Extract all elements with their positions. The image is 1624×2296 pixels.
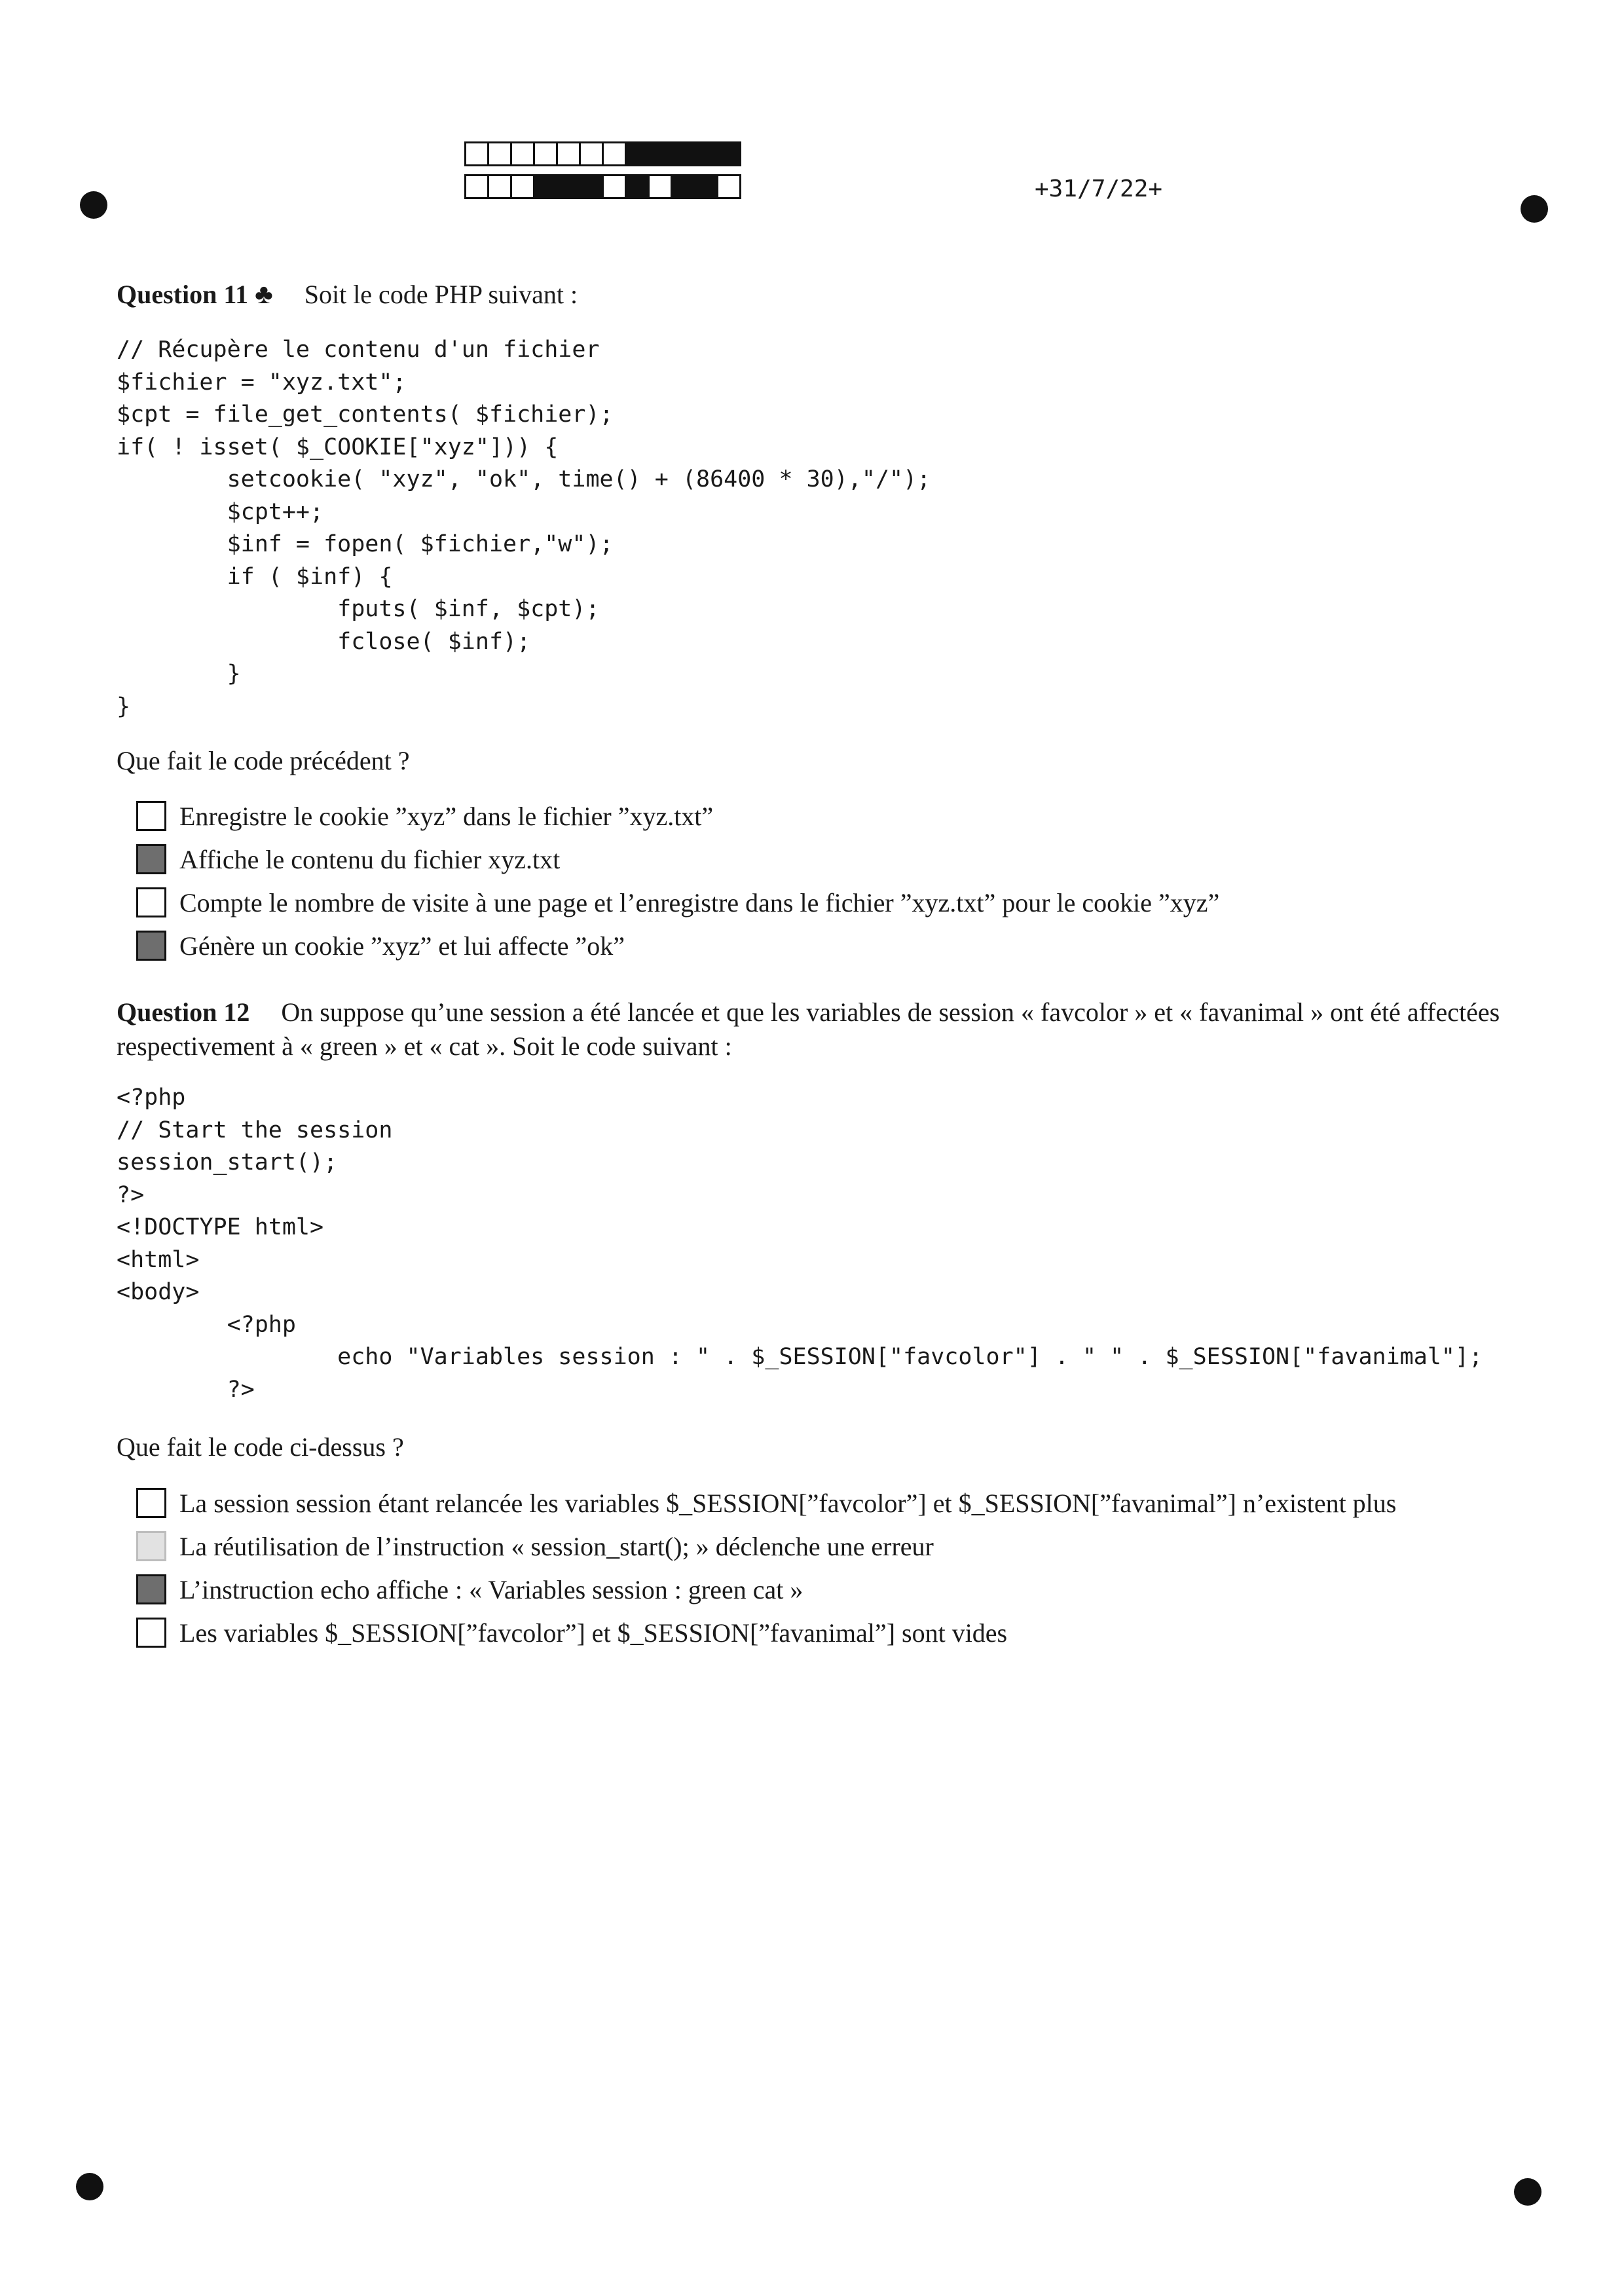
question-number: Question 11 bbox=[117, 280, 249, 309]
answer-option[interactable] bbox=[136, 1525, 1396, 1568]
registration-mark-top-right bbox=[1521, 195, 1548, 223]
barcode-cell bbox=[693, 174, 718, 199]
barcode-cell bbox=[579, 174, 604, 199]
answer-label: Les variables $_SESSION[”favcolor”] et $_SESSION[”favanimal”] sont vides bbox=[179, 1618, 1008, 1648]
answer-checkbox[interactable] bbox=[136, 1574, 166, 1604]
answer-label: Enregistre le cookie ”xyz” dans le fichier ”xyz.txt” bbox=[179, 801, 714, 831]
barcode-row-1 bbox=[466, 141, 741, 166]
answer-checkbox[interactable] bbox=[136, 1488, 166, 1518]
barcode-cell bbox=[487, 141, 512, 166]
barcode-cell bbox=[625, 141, 650, 166]
barcode-cell bbox=[579, 141, 604, 166]
registration-mark-bottom-right bbox=[1514, 2178, 1541, 2206]
barcode-cell bbox=[556, 141, 581, 166]
registration-mark-top-left bbox=[80, 191, 107, 219]
answer-checkbox[interactable] bbox=[136, 887, 166, 917]
answer-checkbox[interactable] bbox=[136, 1531, 166, 1561]
barcode-cell bbox=[464, 141, 489, 166]
barcode-cell bbox=[693, 141, 718, 166]
answer-label: Compte le nombre de visite à une page et l’enregistre dans le fichier ”xyz.txt” pour le cookie ”xyz” bbox=[179, 887, 1220, 917]
answer-option[interactable] bbox=[136, 881, 1219, 924]
question-number: Question 12 bbox=[117, 997, 250, 1027]
barcode-cell bbox=[648, 174, 673, 199]
answer-checkbox[interactable] bbox=[136, 931, 166, 961]
question-11-heading bbox=[117, 278, 1518, 312]
barcode-cell bbox=[533, 141, 558, 166]
question-intro: Soit le code PHP suivant : bbox=[304, 280, 578, 309]
answer-option[interactable] bbox=[136, 1611, 1396, 1654]
answer-option[interactable] bbox=[136, 794, 1219, 838]
barcode-cell bbox=[602, 174, 627, 199]
question-intro: On suppose qu’une session a été lancée et que les variables de session « favcolor » et « favanimal » ont été affectées respectivement à « green » et « cat ». Soit le code suivant : bbox=[117, 997, 1500, 1061]
barcode-cell bbox=[648, 141, 673, 166]
answer-option[interactable] bbox=[136, 924, 1219, 967]
question-12-heading bbox=[117, 995, 1518, 1064]
answer-label: Affiche le contenu du fichier xyz.txt bbox=[179, 844, 561, 874]
answer-option[interactable] bbox=[136, 1481, 1396, 1525]
barcode-row-2 bbox=[466, 174, 741, 199]
answer-checkbox[interactable] bbox=[136, 844, 166, 874]
answer-label: Génère un cookie ”xyz” et lui affecte ”ok” bbox=[179, 931, 625, 961]
barcode-cell bbox=[671, 174, 695, 199]
barcode-cell bbox=[671, 141, 695, 166]
answer-label: La session session étant relancée les variables $_SESSION[”favcolor”] et $_SESSION[”favanimal”] n’existent plus bbox=[179, 1488, 1397, 1518]
barcode-cell bbox=[556, 174, 581, 199]
question-prompt: Que fait le code ci-dessus ? bbox=[117, 1432, 404, 1462]
code-block-q12: <?php // Start the session session_start(); ?> <!DOCTYPE html> <html> <body> <?php echo "Variables session : " . $_SESSION["favcolor"] . " " . $_SESSION["favanimal"]; ?> bbox=[117, 1084, 1483, 1403]
registration-mark-bottom-left bbox=[76, 2173, 103, 2200]
answer-list-q11 bbox=[136, 794, 1219, 967]
answer-checkbox[interactable] bbox=[136, 801, 166, 831]
barcode-cell bbox=[716, 141, 741, 166]
barcode-cell bbox=[602, 141, 627, 166]
barcode-cell bbox=[464, 174, 489, 199]
barcode-cell bbox=[625, 174, 650, 199]
barcode-cell bbox=[510, 141, 535, 166]
answer-list-q12 bbox=[136, 1481, 1396, 1654]
barcode-cell bbox=[533, 174, 558, 199]
answer-label: L’instruction echo affiche : « Variables session : green cat » bbox=[179, 1574, 803, 1604]
barcode-cell bbox=[510, 174, 535, 199]
answer-checkbox[interactable] bbox=[136, 1618, 166, 1648]
code-block-q11: // Récupère le contenu d'un fichier $fichier = "xyz.txt"; $cpt = file_get_contents( $fichier); if( ! isset( $_COOKIE["xyz"])) { setcookie( "xyz", "ok", time() + (86400 * 30),"/"); $cpt++; $inf = fopen( $fichier,"w"); if ( $inf) { fputs( $inf, $cpt); fclose( $inf); } } bbox=[117, 337, 931, 720]
answer-option[interactable] bbox=[136, 838, 1219, 881]
answer-option[interactable] bbox=[136, 1568, 1396, 1611]
answer-label: La réutilisation de l’instruction « session_start(); » déclenche une erreur bbox=[179, 1531, 934, 1561]
question-prompt: Que fait le code précédent ? bbox=[117, 746, 410, 775]
page-id: +31/7/22+ bbox=[1035, 176, 1163, 202]
barcode-cell bbox=[487, 174, 512, 199]
club-icon: ♣ bbox=[255, 280, 273, 310]
barcode-cell bbox=[716, 174, 741, 199]
